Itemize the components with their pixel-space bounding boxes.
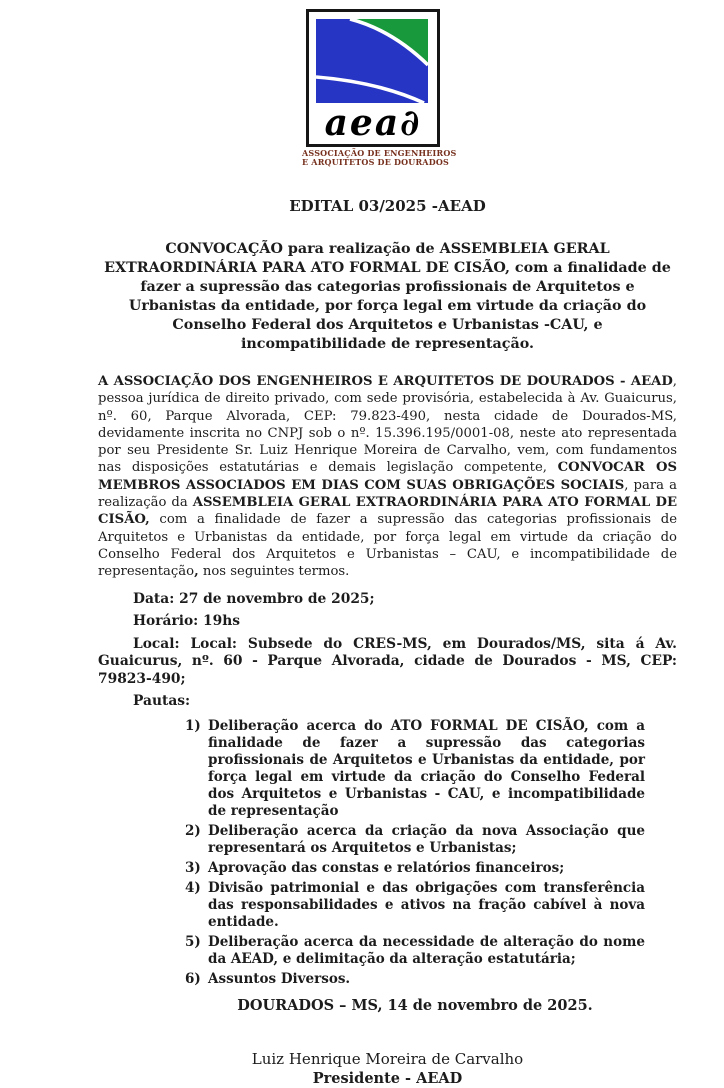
info-line-local: Local: Local: Subsede do CRES-MS, em Dourados/MS, sita á Av. Guaicurus, nº. 60 - Parque Alvorada, cidade de Dourados - MS, CEP: 79823-490; [98, 635, 677, 687]
text-segment: nos seguintes termos. [198, 564, 350, 580]
logo-caption-line1: ASSOCIAÇÃO DE ENGENHEIROS [302, 148, 457, 158]
pauta-item: Divisão patrimonial e das obrigações com transferência das responsabilidades e ativos na fração cabível à nova entidade. [208, 879, 645, 930]
logo-frame [306, 9, 440, 147]
pauta-item: Assuntos Diversos. [208, 970, 351, 987]
text-segment: , pessoa jurídica de direito privado, com sede provisória, estabelecida à Av. Guaicurus, nº. 60, Parque Alvorada, CEP: 79.823-490, nesta cidade de Dourados-MS, devidamente inscrita no CNPJ sob o nº. 15.396.195/0001-08, neste ato representada por seu Presidente Sr. Luiz Henrique Moreira de Carvalho, vem, com fundamentos nas disposições estatutárias e demais legislação competente, [98, 374, 677, 476]
convocation-heading: CONVOCAÇÃO para realização de ASSEMBLEIA GERAL EXTRAORDINÁRIA PARA ATO FORMAL DE CISÃO, com a finalidade de fazer a supressão das categorias profissionais de Arquitetos e Urbanistas da entidade, por força legal em virtude da criação do Conselho Federal dos Arquitetos e Urbanistas -CAU, e incompatibilidade de representação. [104, 241, 671, 352]
pauta-item: Deliberação acerca do ATO FORMAL DE CISÃO, com a finalidade de fazer a supressão das categorias profissionais de Arquitetos e Urbanistas da entidade, por força legal em virtude da criação do Conselho Federal dos Arquitetos e Urbanistas - CAU, e incompatibilidade de representação [208, 717, 645, 819]
pauta-item: Deliberação acerca da criação da nova Associação que representará os Arquitetos e Urbanistas; [208, 822, 645, 856]
text-segment: , para a realização da [98, 477, 677, 511]
logo-caption-line2: E ARQUITETOS DE DOURADOS [302, 156, 450, 167]
signature-title: Presidente - AEAD [312, 1069, 463, 1087]
aead-logo [302, 9, 457, 167]
document-title: EDITAL 03/2025 -AEAD [289, 197, 486, 215]
signature-block [98, 1050, 677, 1088]
logo-caption [302, 148, 457, 167]
bold-text-segment: CONVOCAR OS MEMBROS ASSOCIADOS EM DIAS COM SUAS OBRIGAÇÕES SOCIAIS [98, 460, 677, 493]
logo-wordmark: aea∂ [324, 102, 422, 144]
bold-text-segment: , [194, 564, 199, 580]
pauta-item: Aprovação das constas e relatórios financeiros; [208, 859, 565, 876]
pautas-list [185, 718, 645, 988]
text-segment: com a finalidade de fazer a supressão das categorias profissionais de Arquitetos e Urbanistas da entidade, por força legal em virtude da criação do Conselho Federal dos Arquitetos e Urbanistas – CAU, e incompatibilidade de representação [98, 512, 677, 580]
info-line-data: Data: 27 de novembro de 2025; [133, 590, 375, 607]
pauta-item: Deliberação acerca da necessidade de alteração do nome da AEAD, e delimitação da alteração estatutária; [208, 933, 645, 967]
info-line-horario: Horário: 19hs [133, 613, 241, 630]
bold-text-segment: A ASSOCIAÇÃO DOS ENGENHEIROS E ARQUITETOS DE DOURADOS - AEAD [98, 374, 673, 389]
bold-text-segment: ASSEMBLEIA GERAL EXTRAORDINÁRIA PARA ATO FORMAL DE CISÃO, [98, 495, 677, 528]
signature-name: Luiz Henrique Moreira de Carvalho [251, 1049, 524, 1068]
body-paragraph [98, 373, 677, 581]
info-line-pautas-label: Pautas: [133, 693, 191, 710]
date-line: DOURADOS – MS, 14 de novembro de 2025. [237, 996, 593, 1014]
logo-mark-icon [316, 19, 428, 103]
